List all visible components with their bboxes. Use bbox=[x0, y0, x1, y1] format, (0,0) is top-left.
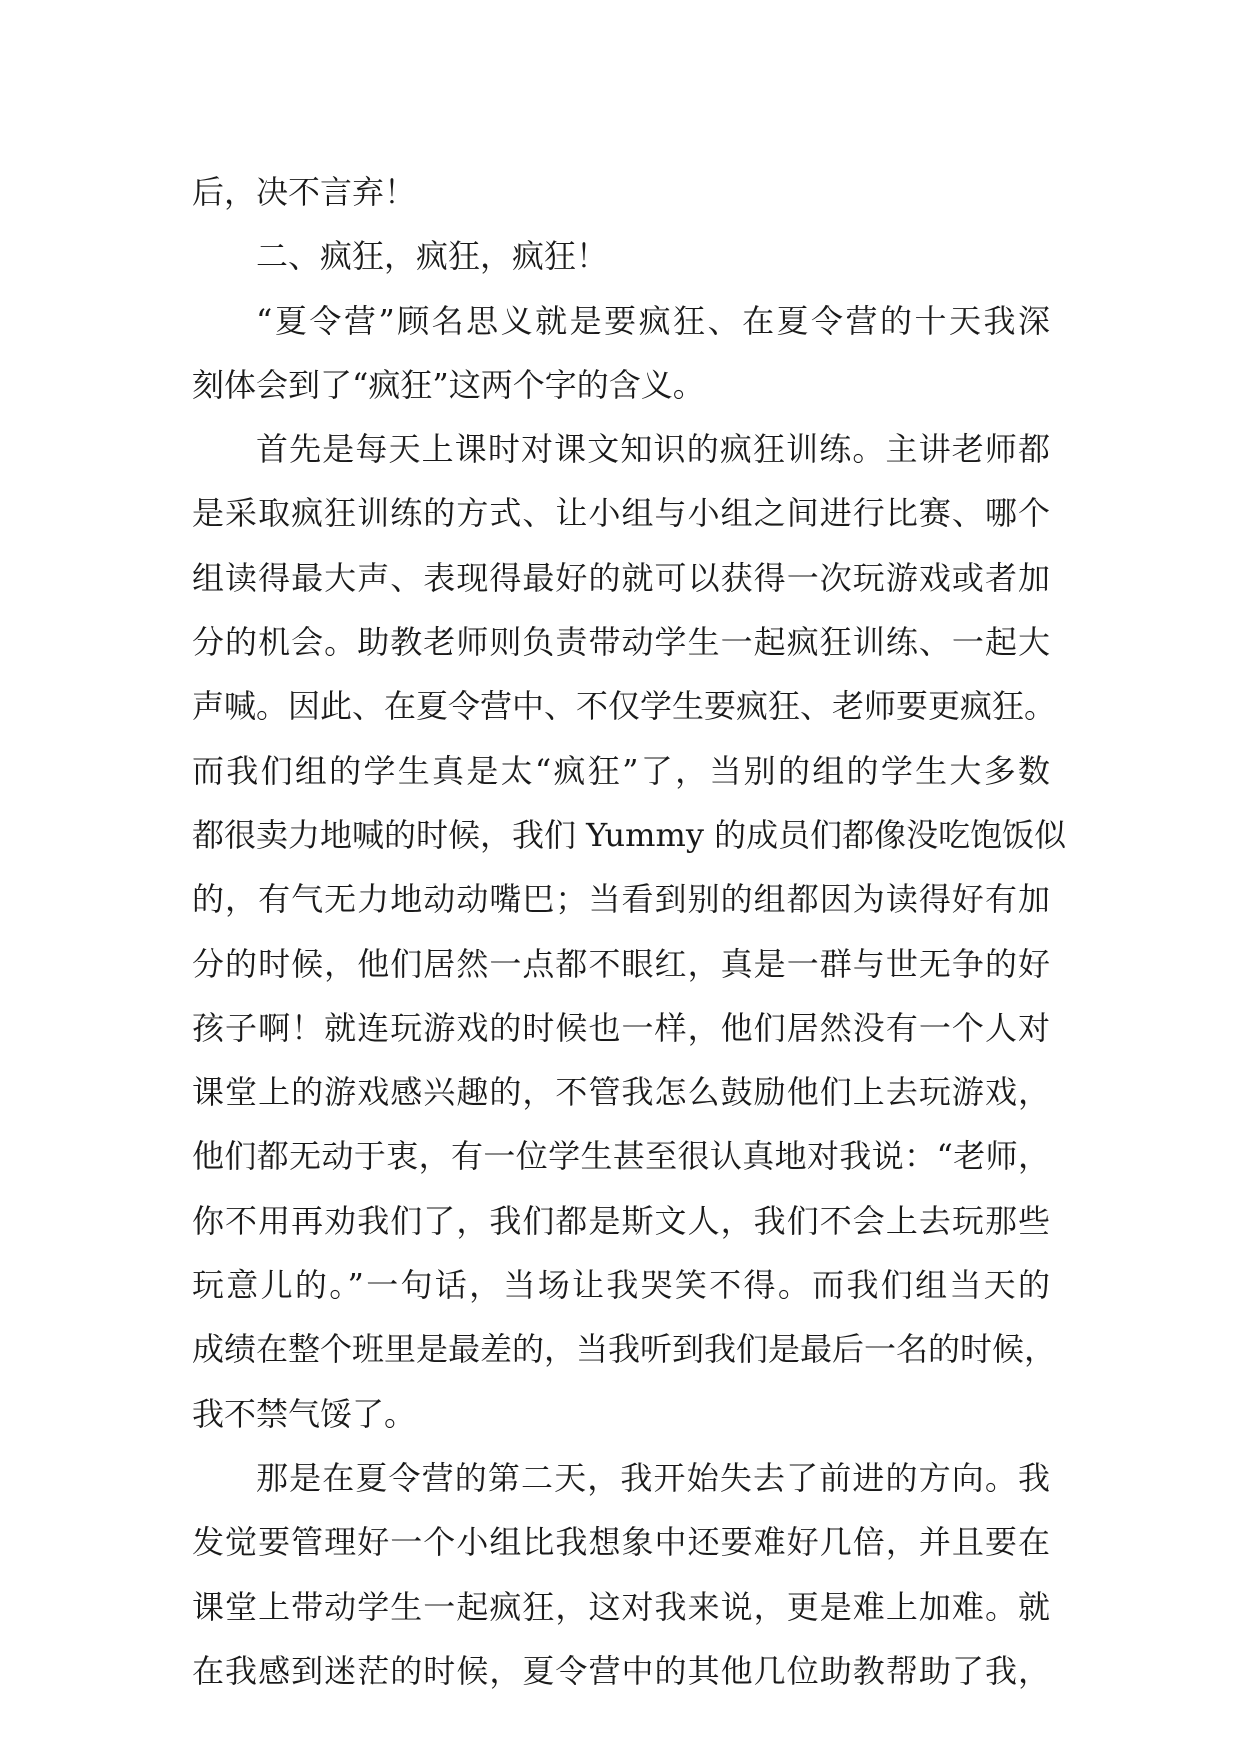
text-line: 玩意儿的。”一句话，当场让我哭笑不得。而我们组当天的 bbox=[192, 1266, 1050, 1305]
text-line: 都很卖力地喊的时候，我们 Yummy 的成员们都像没吃饱饭似 bbox=[192, 815, 1067, 854]
text-line: 而我们组的学生真是太“疯狂”了，当别的组的学生大多数 bbox=[192, 751, 1050, 790]
text-line: 刻体会到了“疯狂”这两个字的含义。 bbox=[192, 365, 705, 404]
text-line: 课堂上带动学生一起疯狂，这对我来说，更是难上加难。就 bbox=[192, 1587, 1050, 1626]
text-line: 他们都无动于衷，有一位学生甚至很认真地对我说：“老师， bbox=[192, 1137, 1050, 1176]
text-line: 组读得最大声、表现得最好的就可以获得一次玩游戏或者加 bbox=[192, 558, 1050, 597]
text-line: 分的机会。助教老师则负责带动学生一起疯狂训练、一起大 bbox=[192, 623, 1050, 662]
text-line: 那是在夏令营的第二天，我开始失去了前进的方向。我 bbox=[256, 1458, 1050, 1497]
text-line: 声喊。因此、在夏令营中、不仅学生要疯狂、老师要更疯狂。 bbox=[192, 687, 1057, 726]
text-line: 后，决不言弃！ bbox=[192, 173, 417, 211]
text-line: 发觉要管理好一个小组比我想象中还要难好几倍，并且要在 bbox=[192, 1523, 1050, 1562]
text-line: 在我感到迷茫的时候，夏令营中的其他几位助教帮助了我， bbox=[192, 1651, 1050, 1690]
text-line: 我不禁气馁了。 bbox=[192, 1394, 417, 1433]
text-line: 课堂上的游戏感兴趣的，不管我怎么鼓励他们上去玩游戏， bbox=[192, 1073, 1050, 1112]
document-body bbox=[192, 160, 1067, 1703]
text-line: 首先是每天上课时对课文知识的疯狂训练。主讲老师都 bbox=[256, 430, 1050, 469]
section-heading: 二、疯狂，疯狂，疯狂！ bbox=[256, 237, 609, 276]
text-line: 的，有气无力地动动嘴巴；当看到别的组都因为读得好有加 bbox=[192, 880, 1050, 919]
text-line: “夏令营”顾名思义就是要疯狂、在夏令营的十天我深 bbox=[256, 301, 1050, 340]
text-line: 成绩在整个班里是最差的，当我听到我们是最后一名的时候， bbox=[192, 1330, 1057, 1369]
text-line: 你不用再劝我们了，我们都是斯文人，我们不会上去玩那些 bbox=[192, 1201, 1050, 1240]
text-line: 是采取疯狂训练的方式、让小组与小组之间进行比赛、哪个 bbox=[192, 494, 1050, 533]
text-line: 孩子啊！就连玩游戏的时候也一样，他们居然没有一个人对 bbox=[192, 1008, 1050, 1047]
text-line: 分的时候，他们居然一点都不眼红，真是一群与世无争的好 bbox=[192, 944, 1050, 983]
